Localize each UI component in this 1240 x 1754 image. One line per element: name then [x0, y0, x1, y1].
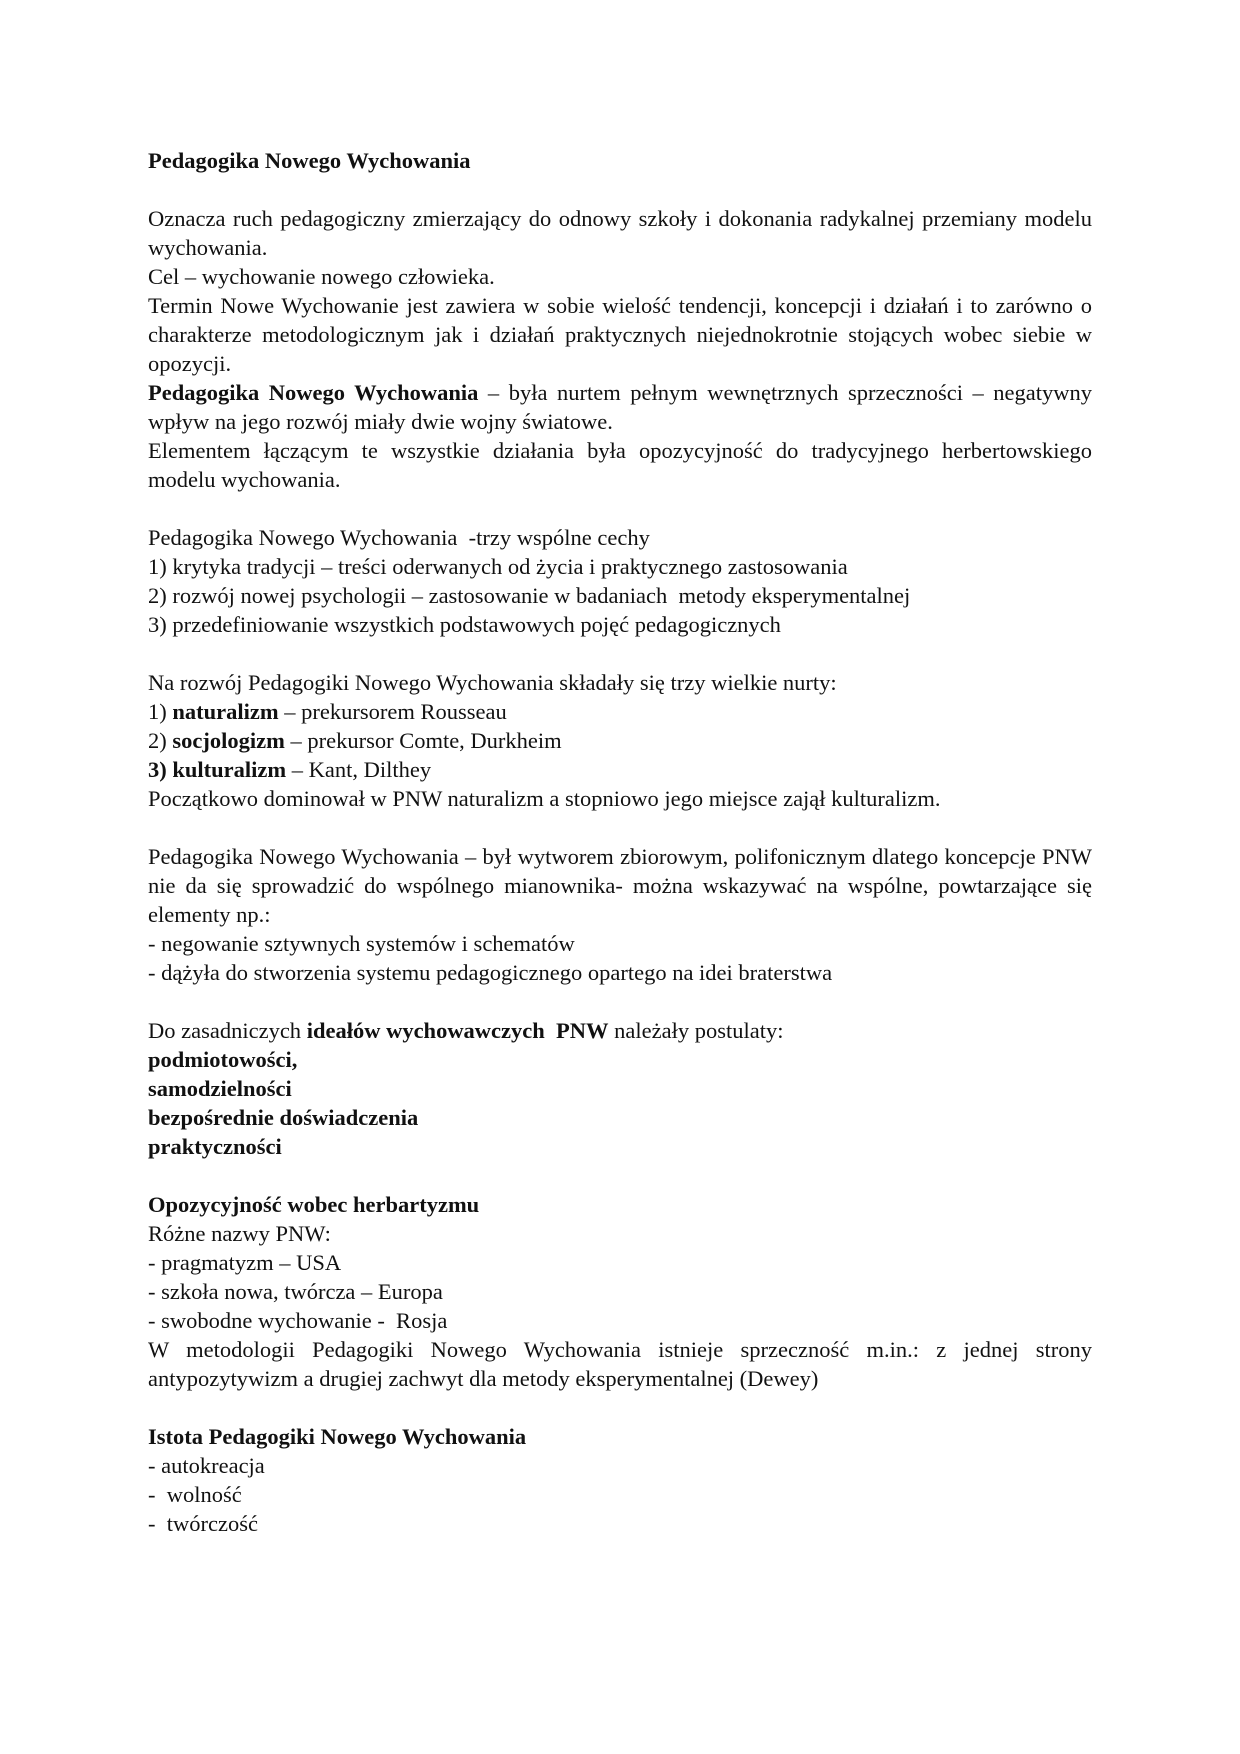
nurty-item: 2) socjologizm – prekursor Comte, Durkheim — [148, 728, 562, 753]
intro-paragraph-3: Termin Nowe Wychowanie jest zawiera w sobie wielość tendencji, koncepcji i działań i to zarówno o charakterze metodologicznym jak i działań praktycznych niejednokrotnie stojących wobec siebie w opozycji. — [148, 293, 1092, 376]
intro-paragraph-4-bold: Pedagogika Nowego Wychowania — [148, 380, 479, 405]
nurty-summary: Początkowo dominował w PNW naturalizm a stopniowo jego miejsce zajął kulturalizm. — [148, 786, 941, 811]
polifonia-item: - negowanie sztywnych systemów i schematów — [148, 931, 575, 956]
document-page — [148, 146, 1092, 1538]
nurty-item: 3) kulturalizm – Kant, Dilthey — [148, 757, 432, 782]
polifonia-item: - dążyła do stworzenia systemu pedagogicznego opartego na idei braterstwa — [148, 960, 833, 985]
idealy-item: bezpośrednie doświadczenia — [148, 1105, 419, 1130]
nurty-item: 1) naturalizm – prekursorem Rousseau — [148, 699, 507, 724]
document-title: Pedagogika Nowego Wychowania — [148, 148, 471, 173]
istota-item: - twórczość — [148, 1511, 258, 1536]
opozycyjnosc-item: - pragmatyzm – USA — [148, 1250, 342, 1275]
intro-paragraph-5: Elementem łączącym te wszystkie działania była opozycyjność do tradycyjnego herbertowskiego modelu wychowania. — [148, 438, 1092, 492]
idealy-item: podmiotowości, — [148, 1047, 298, 1072]
istota-heading: Istota Pedagogiki Nowego Wychowania — [148, 1424, 527, 1449]
idealy-item: samodzielności — [148, 1076, 292, 1101]
idealy-intro: Do zasadniczych ideałów wychowawczych PNW należały postulaty: — [148, 1018, 784, 1043]
nurty-heading: Na rozwój Pedagogiki Nowego Wychowania składały się trzy wielkie nurty: — [148, 670, 837, 695]
opozycyjnosc-paragraph: W metodologii Pedagogiki Nowego Wychowania istnieje sprzeczność m.in.: z jednej strony antypozytywizm a drugiej zachwyt dla metody eksperymentalnej (Dewey) — [148, 1337, 1092, 1391]
polifonia-paragraph: Pedagogika Nowego Wychowania – był wytworem zbiorowym, polifonicznym dlatego koncepcje PNW nie da się sprowadzić do wspólnego mianownika- można wskazywać na wspólne, powtarzające się elementy np.: — [148, 844, 1092, 927]
cechy-item: 3) przedefiniowanie wszystkich podstawowych pojęć pedagogicznych — [148, 612, 781, 637]
opozycyjnosc-heading: Opozycyjność wobec herbartyzmu — [148, 1192, 480, 1217]
opozycyjnosc-item: - swobodne wychowanie - Rosja — [148, 1308, 448, 1333]
opozycyjnosc-item: - szkoła nowa, twórcza – Europa — [148, 1279, 443, 1304]
cechy-item: 2) rozwój nowej psychologii – zastosowanie w badaniach metody eksperymentalnej — [148, 583, 911, 608]
cechy-item: 1) krytyka tradycji – treści oderwanych od życia i praktycznego zastosowania — [148, 554, 848, 579]
opozycyjnosc-subheading: Różne nazwy PNW: — [148, 1221, 331, 1246]
intro-paragraph-1: Oznacza ruch pedagogiczny zmierzający do odnowy szkoły i dokonania radykalnej przemiany modelu wychowania. — [148, 206, 1092, 260]
idealy-item: praktyczności — [148, 1134, 282, 1159]
cechy-heading: Pedagogika Nowego Wychowania -trzy wspólne cechy — [148, 525, 650, 550]
intro-paragraph-4-rest: – była nurtem pełnym wewnętrznych sprzeczności – negatywny wpływ na jego rozwój miały dwie wojny światowe. — [148, 380, 1093, 434]
intro-paragraph-4 — [148, 378, 1092, 436]
istota-item: - wolność — [148, 1482, 242, 1507]
intro-paragraph-2: Cel – wychowanie nowego człowieka. — [148, 264, 495, 289]
istota-item: - autokreacja — [148, 1453, 265, 1478]
